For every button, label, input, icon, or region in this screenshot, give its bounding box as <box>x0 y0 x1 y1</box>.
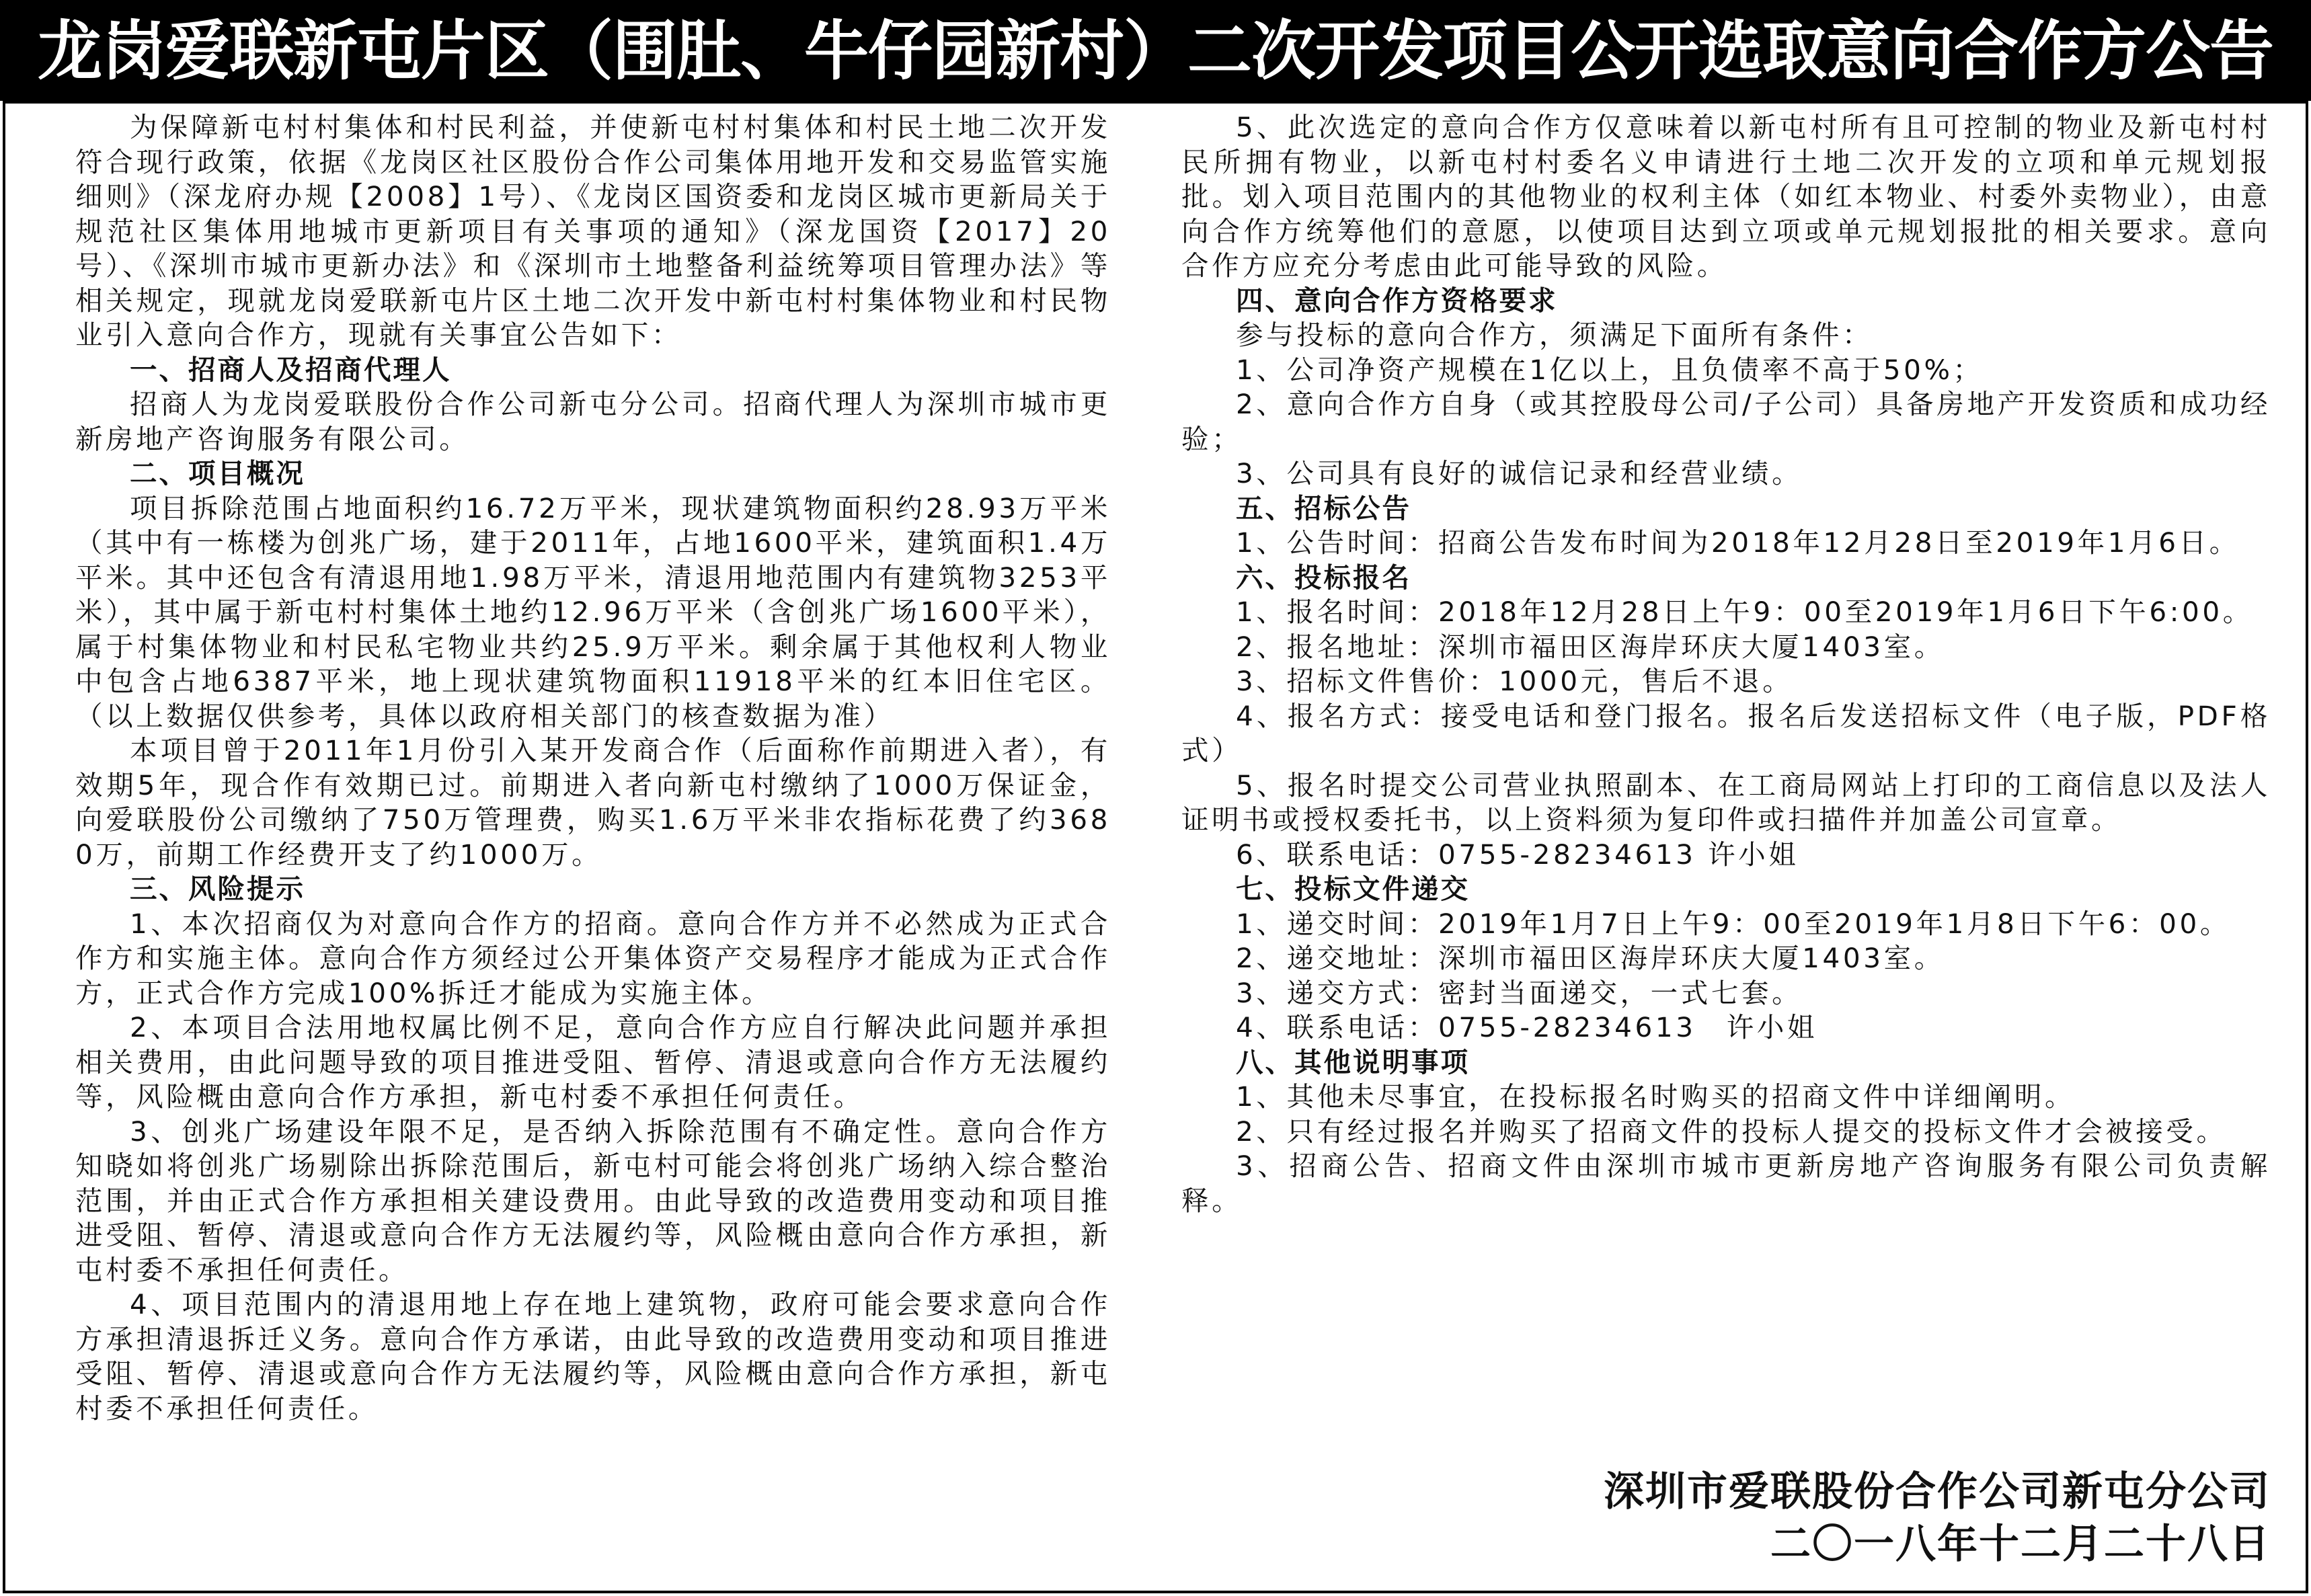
right-column <box>1181 110 2271 1448</box>
paragraph: 3、创兆广场建设年限不足，是否纳入拆除范围有不确定性。意向合作方知晓如将创兆广场剔除出拆除范围后，新屯村可能会将创兆广场纳入综合整治范围，并由正式合作方承担相关建设费用。由此导致的改造费用变动和项目推进受阻、暂停、清退或意向合作方无法履约等，风险概由意向合作方承担，新屯村委不承担任何责任。 <box>75 1115 1111 1286</box>
signature-company: 深圳市爱联股份合作公司新屯分公司 <box>1604 1468 2271 1515</box>
signature-block <box>1604 1466 2271 1570</box>
paragraph: 1、报名时间：2018年12月28日上午9：00至2019年1月6日下午6:00。 <box>1236 596 2253 628</box>
title-banner <box>0 0 2311 101</box>
paragraph: 招商人为龙岗爱联股份合作公司新屯分公司。招商代理人为深圳市城市更新房地产咨询服务有限公司。 <box>75 388 1111 455</box>
paragraph: 4、项目范围内的清退用地上存在地上建筑物，政府可能会要求意向合作方承担清退拆迁义务。意向合作方承诺，由此导致的改造费用变动和项目推进受阻、暂停、清退或意向合作方无法履约等，风险概由意向合作方承担，新屯村委不承担任何责任。 <box>75 1288 1111 1425</box>
paragraph: 6、联系电话：0755-28234613 许小姐 <box>1236 838 1799 871</box>
paragraph: 3、公司具有良好的诚信记录和经营业绩。 <box>1236 457 1803 489</box>
paragraph: 2、递交地址：深圳市福田区海岸环庆大厦1403室。 <box>1236 942 1945 974</box>
paragraph: 3、招标文件售价：1000元，售后不退。 <box>1236 665 1793 697</box>
section-heading: 七、投标文件递交 <box>1236 873 1470 905</box>
paragraph: 3、招商公告、招商文件由深圳市城市更新房地产咨询服务有限公司负责解释。 <box>1181 1150 2271 1217</box>
paragraph: 2、报名地址：深圳市福田区海岸环庆大厦1403室。 <box>1236 630 1945 663</box>
paragraph: 3、递交方式：密封当面递交，一式七套。 <box>1236 976 1803 1009</box>
section-heading: 六、投标报名 <box>1236 561 1411 594</box>
section-heading: 三、风险提示 <box>130 873 305 905</box>
paragraph: 1、递交时间：2019年1月7日上午9：00至2019年1月8日下午6：00。 <box>1236 907 2230 940</box>
paragraph: 4、报名方式：接受电话和登门报名。报名后发送招标文件（电子版，PDF格式） <box>1181 699 2271 766</box>
signature-date: 二〇一八年十二月二十八日 <box>1770 1521 2271 1568</box>
paragraph: 2、本项目合法用地权属比例不足，意向合作方应自行解决此问题并承担相关费用，由此问题导致的项目推进受阻、暂停、清退或意向合作方无法履约等，风险概由意向合作方承担，新屯村委不承担任何责任。 <box>75 1011 1111 1113</box>
paragraph: 1、公告时间：招商公告发布时间为2018年12月28日至2019年1月6日。 <box>1236 526 2240 559</box>
section-heading: 四、意向合作方资格要求 <box>1236 284 1558 317</box>
section-heading: 二、项目概况 <box>130 457 305 489</box>
paragraph: 2、意向合作方自身（或其控股母公司/子公司）具备房地产开发资质和成功经验； <box>1181 388 2271 455</box>
section-heading: 一、招商人及招商代理人 <box>130 353 452 386</box>
paragraph: 5、报名时提交公司营业执照副本、在工商局网站上打印的工商信息以及法人证明书或授权委托书，以上资料须为复印件或扫描件并加盖公司宣章。 <box>1181 768 2271 836</box>
left-column <box>75 110 1111 1589</box>
paragraph: 项目拆除范围占地面积约16.72万平米，现状建筑物面积约28.93万平米（其中有一栋楼为创兆广场，建于2011年，占地1600平米，建筑面积1.4万平米。其中还包含有清退用地1.98万平米，清退用地范围内有建筑物3253平米），其中属于新屯村村集体土地约12.96万平米（含创兆广场1600平米），属于村集体物业和村民私宅物业共约25.9万平米。剩余属于其他权利人物业中包含占地6387平米，地上现状建筑物面积11918平米的红本旧住宅区。（以上数据仅供参考，具体以政府相关部门的核查数据为准） <box>75 491 1111 732</box>
paragraph: 1、本次招商仅为对意向合作方的招商。意向合作方并不必然成为正式合作方和实施主体。意向合作方须经过公开集体资产交易程序才能成为正式合作方，正式合作方完成100%拆迁才能成为实施主体。 <box>75 907 1111 1009</box>
paragraph: 4、联系电话：0755-28234613 许小姐 <box>1236 1011 1817 1043</box>
page-title: 龙岗爱联新屯片区（围肚、牛仔园新村）二次开发项目公开选取意向合作方公告 <box>38 13 2273 89</box>
paragraph: 参与投标的意向合作方，须满足下面所有条件： <box>1236 319 1873 351</box>
paragraph: 为保障新屯村村集体和村民利益，并使新屯村村集体和村民土地二次开发符合现行政策，依据《龙岗区社区股份合作公司集体用地开发和交易监管实施细则》（深龙府办规【2008】1号）、《龙岗区国资委和龙岗区城市更新局关于规范社区集体用地城市更新项目有关事项的通知》（深龙国资【2017】20号）、《深圳市城市更新办法》和《深圳市土地整备利益统筹项目管理办法》等相关规定，现就龙岗爱联新屯片区土地二次开发中新屯村村集体物业和村民物业引入意向合作方，现就有关事宜公告如下： <box>75 111 1111 351</box>
paragraph: 5、此次选定的意向合作方仅意味着以新屯村所有且可控制的物业及新屯村村民所拥有物业，以新屯村村委名义申请进行土地二次开发的立项和单元规划报批。划入项目范围内的其他物业的权利主体（如红本物业、村委外卖物业），由意向合作方统筹他们的意愿，以使项目达到立项或单元规划报批的相关要求。意向合作方应充分考虑由此可能导致的风险。 <box>1181 111 2271 282</box>
paragraph: 1、公司净资产规模在1亿以上，且负债率不高于50%； <box>1236 353 1984 386</box>
paragraph: 2、只有经过报名并购买了招商文件的投标人提交的投标文件才会被接受。 <box>1236 1115 2227 1148</box>
section-heading: 五、招标公告 <box>1236 491 1411 524</box>
paragraph: 1、其他未尽事宜，在投标报名时购买的招商文件中详细阐明。 <box>1236 1080 2076 1113</box>
paragraph: 本项目曾于2011年1月份引入某开发商合作（后面称作前期进入者），有效期5年，现合作有效期已过。前期进入者向新屯村缴纳了1000万保证金，向爱联股份公司缴纳了750万管理费，购买1.6万平米非农指标花费了约3680万，前期工作经费开支了约1000万。 <box>75 734 1111 871</box>
section-heading: 八、其他说明事项 <box>1236 1045 1470 1078</box>
